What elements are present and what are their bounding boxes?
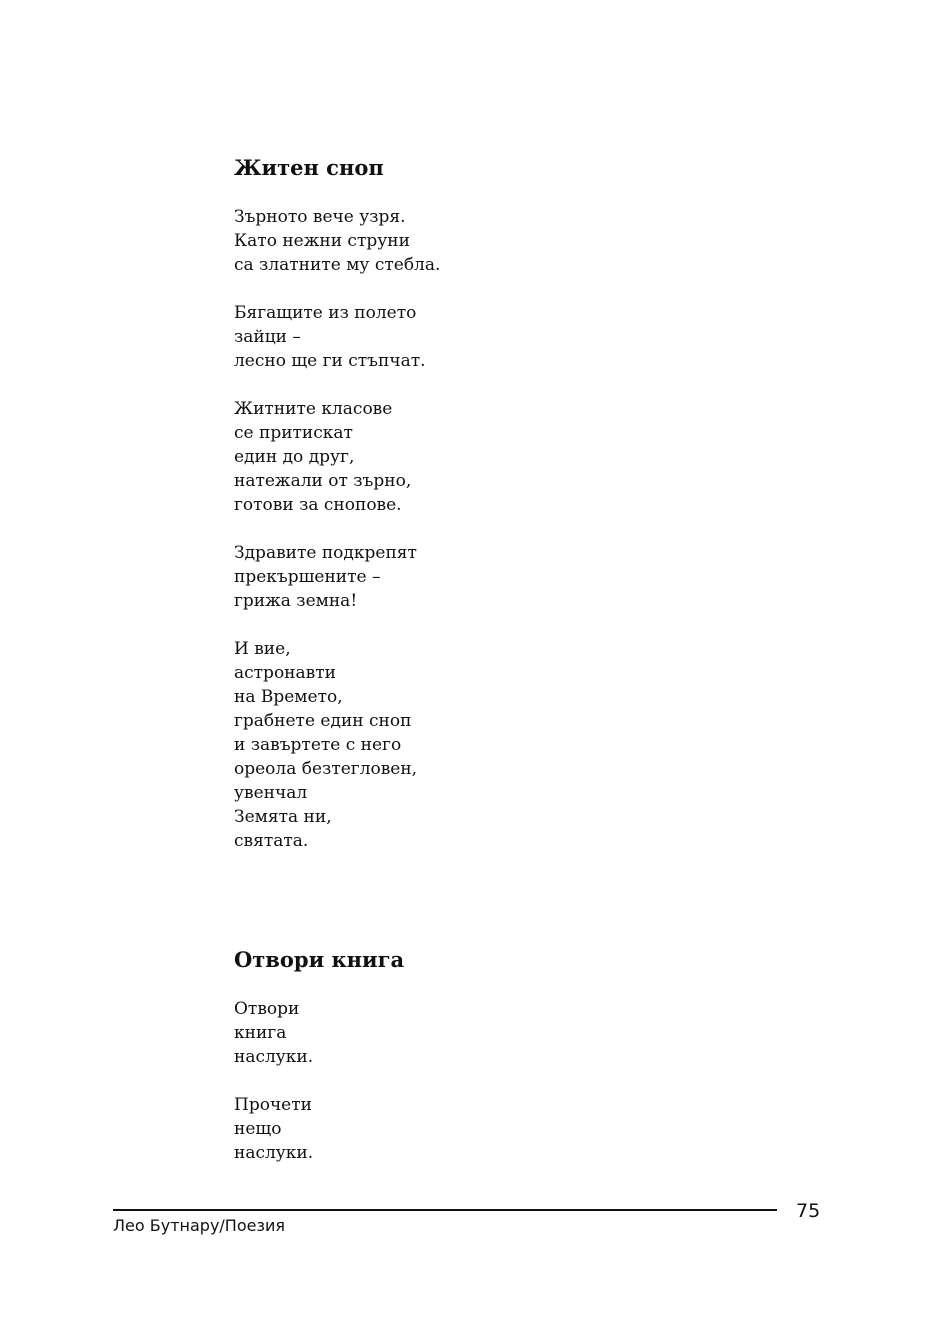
- stanza: [234, 997, 794, 1069]
- verse-line: готови за снопове.: [234, 495, 402, 515]
- stanza: [234, 301, 794, 373]
- verse-line: наслуки.: [234, 1143, 314, 1163]
- stanza: [234, 541, 794, 613]
- verse-line: Житните класове: [234, 399, 393, 419]
- verse-line: грижа земна!: [234, 591, 358, 611]
- poem-title: Отвори книга: [234, 947, 405, 972]
- stanza: [234, 1093, 794, 1165]
- verse-line: наслуки.: [234, 1047, 314, 1067]
- stanza: [234, 637, 794, 853]
- verse-line: Бягащите из полето: [234, 303, 417, 323]
- verse-line: натежали от зърно,: [234, 471, 412, 491]
- verse-line: ореола безтегловен,: [234, 759, 418, 779]
- verse-line: и завъртете с него: [234, 735, 402, 755]
- verse-line: Зърното вече узря.: [234, 207, 406, 227]
- verse-line: са златните му стебла.: [234, 255, 441, 275]
- stanza: [234, 205, 794, 277]
- verse-line: святата.: [234, 831, 309, 851]
- verse-line: нещо: [234, 1119, 282, 1139]
- verse-line: Като нежни струни: [234, 231, 410, 251]
- verse-line: Земята ни,: [234, 807, 332, 827]
- verse-line: И вие,: [234, 639, 291, 659]
- verse-line: Прочети: [234, 1095, 312, 1115]
- poem-otvori-kniga: [234, 946, 794, 1165]
- verse-line: Отвори: [234, 999, 300, 1019]
- verse-line: книга: [234, 1023, 287, 1043]
- verse-line: грабнете един сноп: [234, 711, 412, 731]
- page-number: 75: [796, 1200, 821, 1222]
- verse-line: зайци –: [234, 327, 301, 347]
- running-footer-title: Лео Бутнару/Поезия: [113, 1216, 285, 1235]
- poem-zhiten-snop: [234, 154, 794, 853]
- verse-line: увенчал: [234, 783, 308, 803]
- stanza: [234, 397, 794, 517]
- verse-line: лесно ще ги стъпчат.: [234, 351, 426, 371]
- verse-line: прекършените –: [234, 567, 381, 587]
- verse-line: се притискат: [234, 423, 353, 443]
- verse-line: Здравите подкрепят: [234, 543, 417, 563]
- poem-title: Житен сноп: [234, 155, 384, 180]
- verse-line: един до друг,: [234, 447, 355, 467]
- verse-line: на Времето,: [234, 687, 343, 707]
- footer-rule: [113, 1209, 777, 1211]
- verse-line: астронавти: [234, 663, 336, 683]
